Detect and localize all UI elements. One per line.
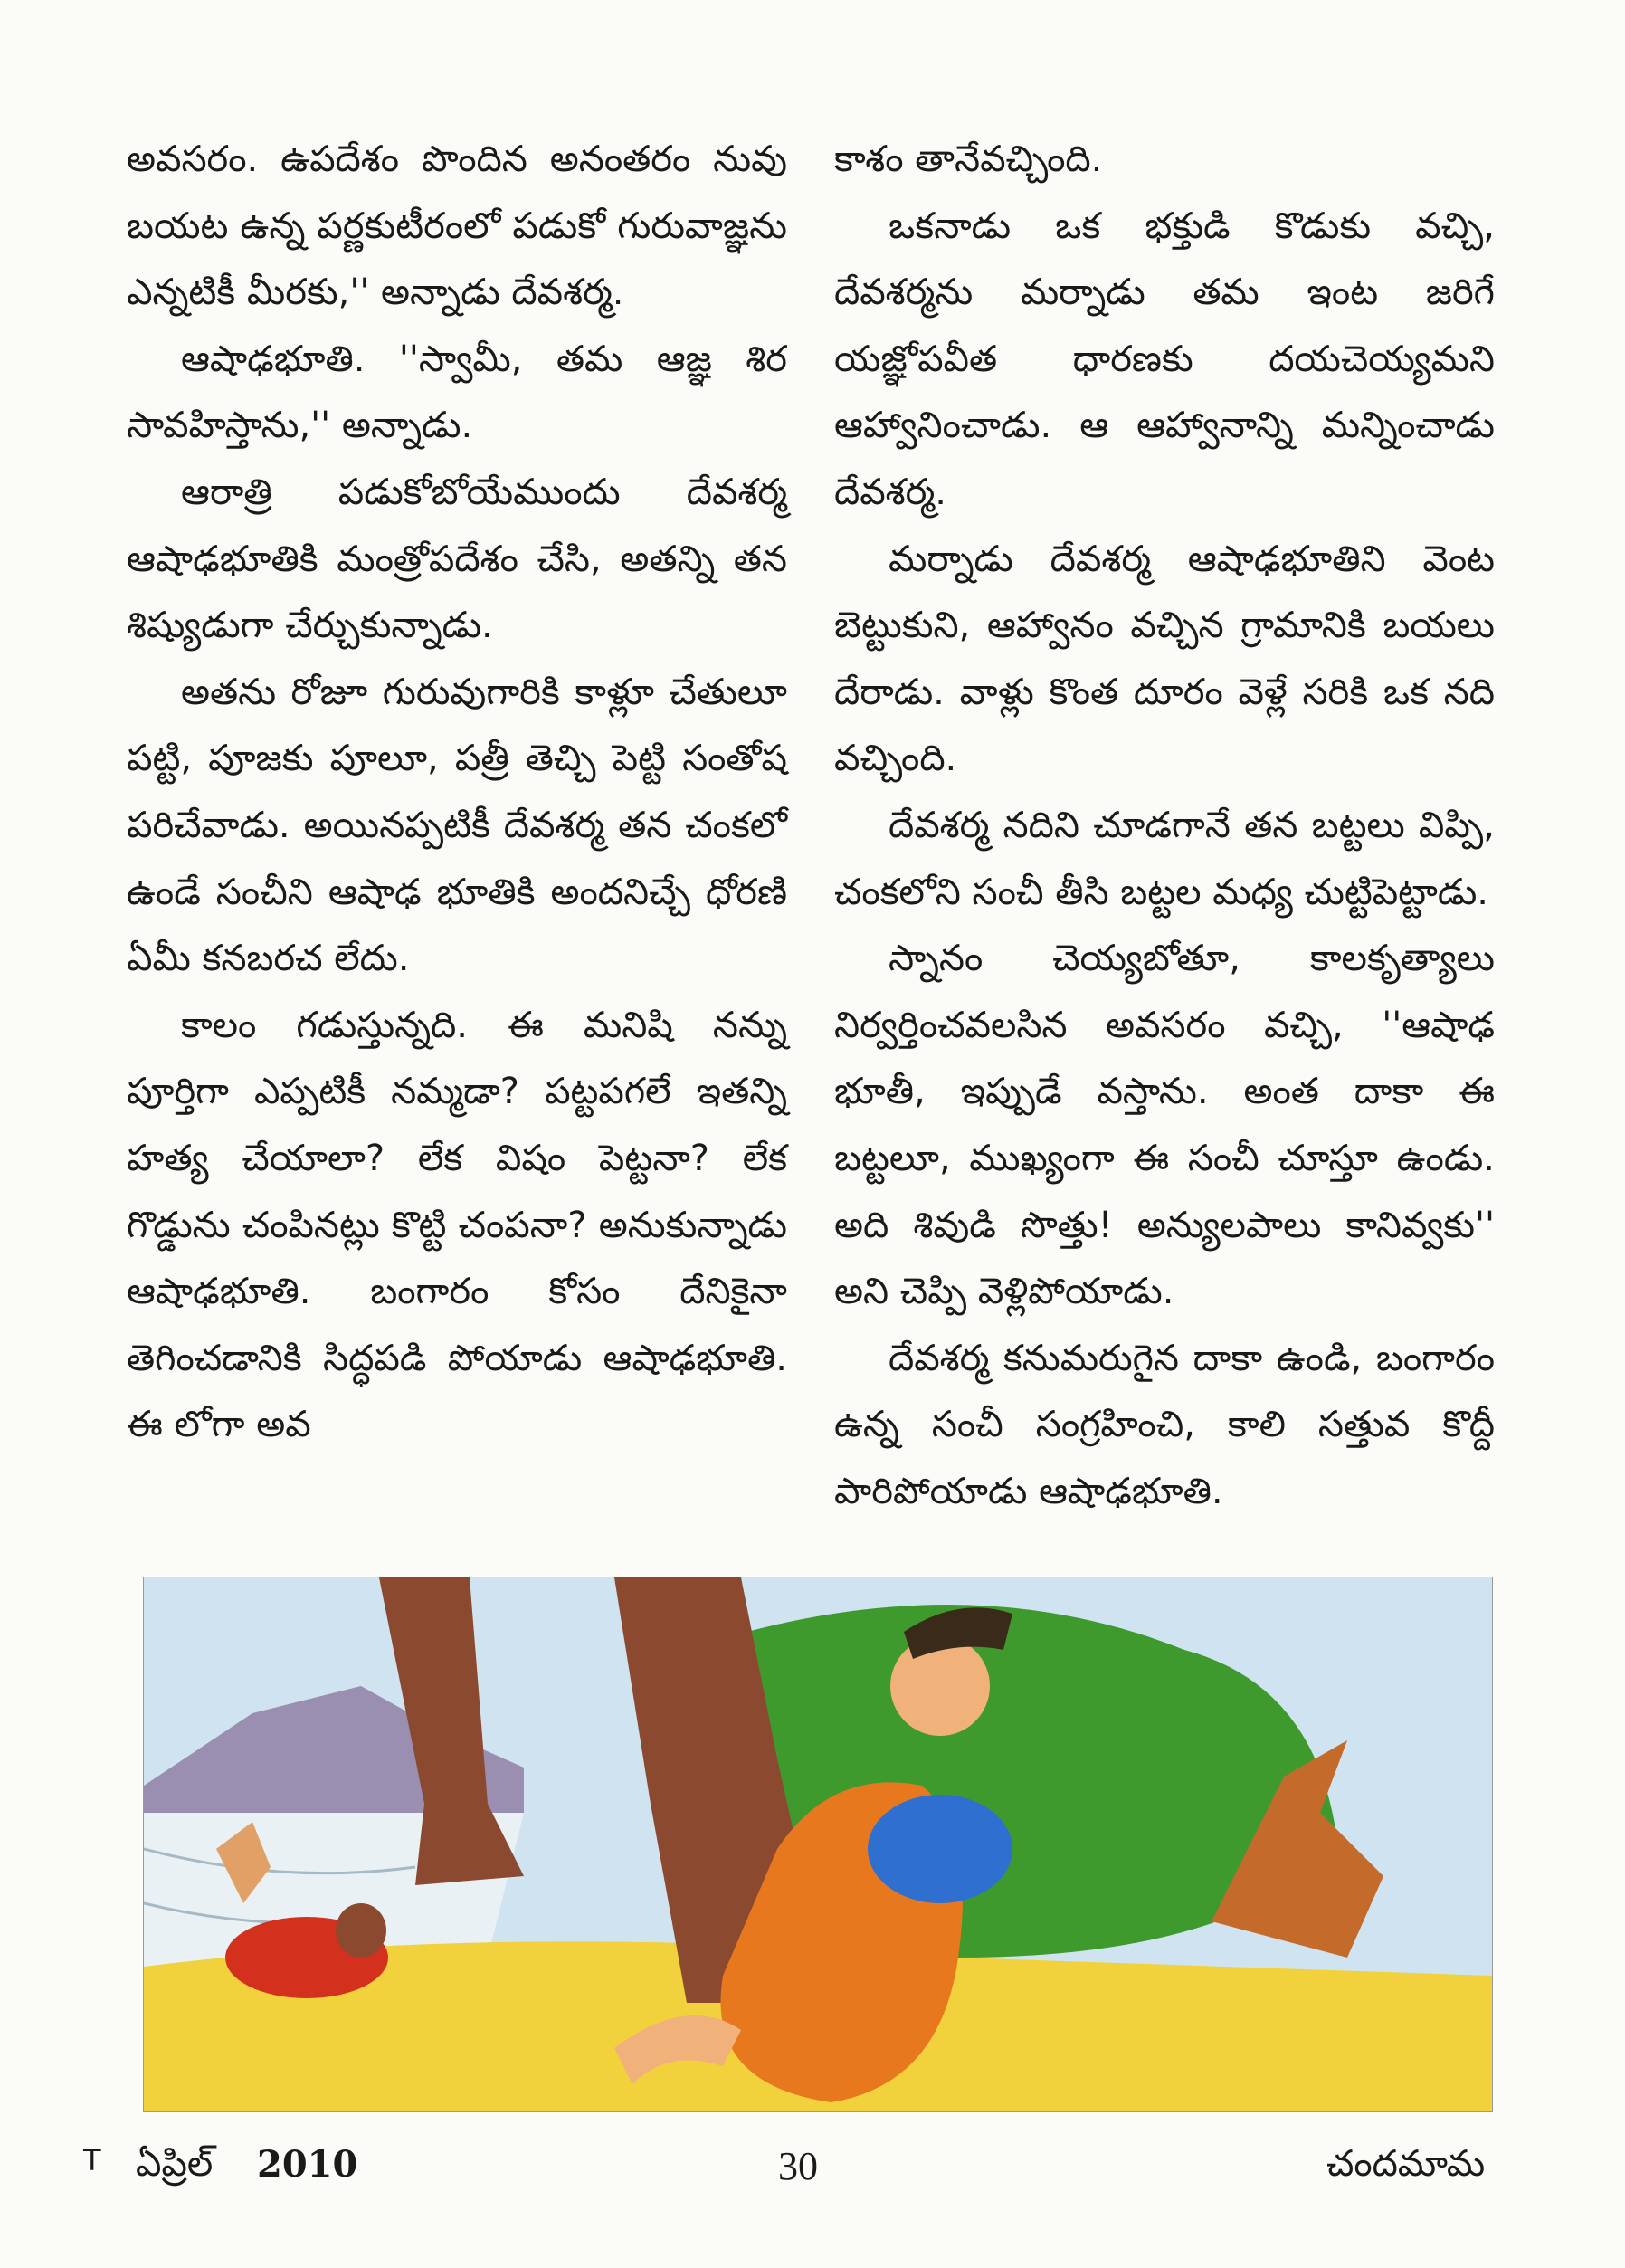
paragraph: స్నానం చెయ్యబోతూ, కాలకృత్యాలు నిర్వర్తించవలసిన అవసరం వచ్చి, ''ఆషాఢ భూతీ, ఇప్పుడే వస్తాను. అంత దాకా ఈ బట్టలూ, ముఖ్యంగా ఈ సంచీ చూస్తూ ఉండు. అది శివుడి సొత్తు! అన్యులపాలు కానివ్వకు'' అని చెప్పి వెళ్లిపోయాడు. xyxy=(834,938,1495,1313)
paragraph: దేవశర్మ కనుమరుగైన దాకా ఉండి, బంగారం ఉన్న సంచీ సంగ్రహించి, కాలి సత్తువ కొద్దీ పారిపోయాడు ఆషాఢభూతి. xyxy=(834,1337,1495,1512)
paragraph: కాశం తానేవచ్చింది. xyxy=(834,138,1103,180)
paragraph: కాలం గడుస్తున్నది. ఈ మనిషి నన్ను పూర్తిగా ఎప్పటికీ నమ్మడా? పట్టపగలే ఇతన్ని హత్య చేయాలా? లేక విషం పెట్టనా? లేక గొడ్డును చంపినట్లు కొట్టి చంపనా? అనుకున్నాడు ఆషాఢభూతి. బంగారం కోసం దేనికైనా తెగించడానికి సిద్ధపడి పోయాడు ఆషాఢభూతి. ఈ లోగా అవ xyxy=(127,1004,787,1446)
footer-month: ఏప్రిల్ xyxy=(136,2143,214,2185)
paragraph: ఒకనాడు ఒక భక్తుడి కొడుకు వచ్చి, దేవశర్మను మర్నాడు తమ ఇంట జరిగే యజ్ఞోపవీత ధారణకు దయచెయ్యమని ఆహ్వానించాడు. ఆ ఆహ్వానాన్ని మన్నించాడు దేవశర్మ. xyxy=(834,205,1495,513)
illustration-svg xyxy=(144,1577,1492,2111)
magazine-name: చందమామ xyxy=(1326,2143,1486,2185)
page-number: 30 xyxy=(778,2144,818,2188)
paragraph: అతను రోజూ గురువుగారికి కాళ్లూ చేతులూ పట్టి, పూజకు పూలూ, పత్రీ తెచ్చి పెట్టి సంతోష పరిచేవాడు. అయినప్పటికీ దేవశర్మ తన చంకలో ఉండే సంచీని ఆషాఢ భూతికి అందనిచ్చే ధోరణి ఏమీ కనబరచ లేదు. xyxy=(127,671,787,980)
footer-code: T xyxy=(83,2143,101,2177)
left-column xyxy=(127,127,787,1459)
paragraph: మర్నాడు దేవశర్మ ఆషాఢభూతిని వెంట బెట్టుకుని, ఆహ్వానం వచ్చిన గ్రామానికి బయలు దేరాడు. వాళ్లు కొంత దూరం వెళ్లే సరికి ఒక నది వచ్చింది. xyxy=(834,538,1495,780)
running-man-head xyxy=(890,1636,990,1736)
paragraph: ఆషాఢభూతి. ''స్వామీ, తమ ఆజ్ఞ శిర సావహిస్తాను,'' అన్నాడు. xyxy=(127,338,787,447)
paragraph: అవసరం. ఉపదేశం పొందిన అనంతరం నువు బయట ఉన్న పర్ణకుటీరంలో పడుకో గురువాజ్ఞను ఎన్నటికీ మీరకు,'' అన్నాడు దేవశర్మ. xyxy=(127,138,787,314)
paragraph: దేవశర్మ నదిని చూడగానే తన బట్టలు విప్పి, చంకలోని సంచీ తీసి బట్టల మధ్య చుట్టిపెట్టాడు. xyxy=(834,804,1495,913)
gold-bag xyxy=(868,1795,1012,1903)
pot xyxy=(336,1903,386,1958)
story-illustration xyxy=(143,1577,1493,2112)
right-column xyxy=(834,127,1495,1525)
paragraph: ఆరాత్రి పడుకోబోయేముందు దేవశర్మ ఆషాఢభూతికి మంత్రోపదేశం చేసి, అతన్ని తన శిష్యుడుగా చేర్చుకున్నాడు. xyxy=(127,471,787,647)
footer-year: 2010 xyxy=(257,2143,358,2186)
